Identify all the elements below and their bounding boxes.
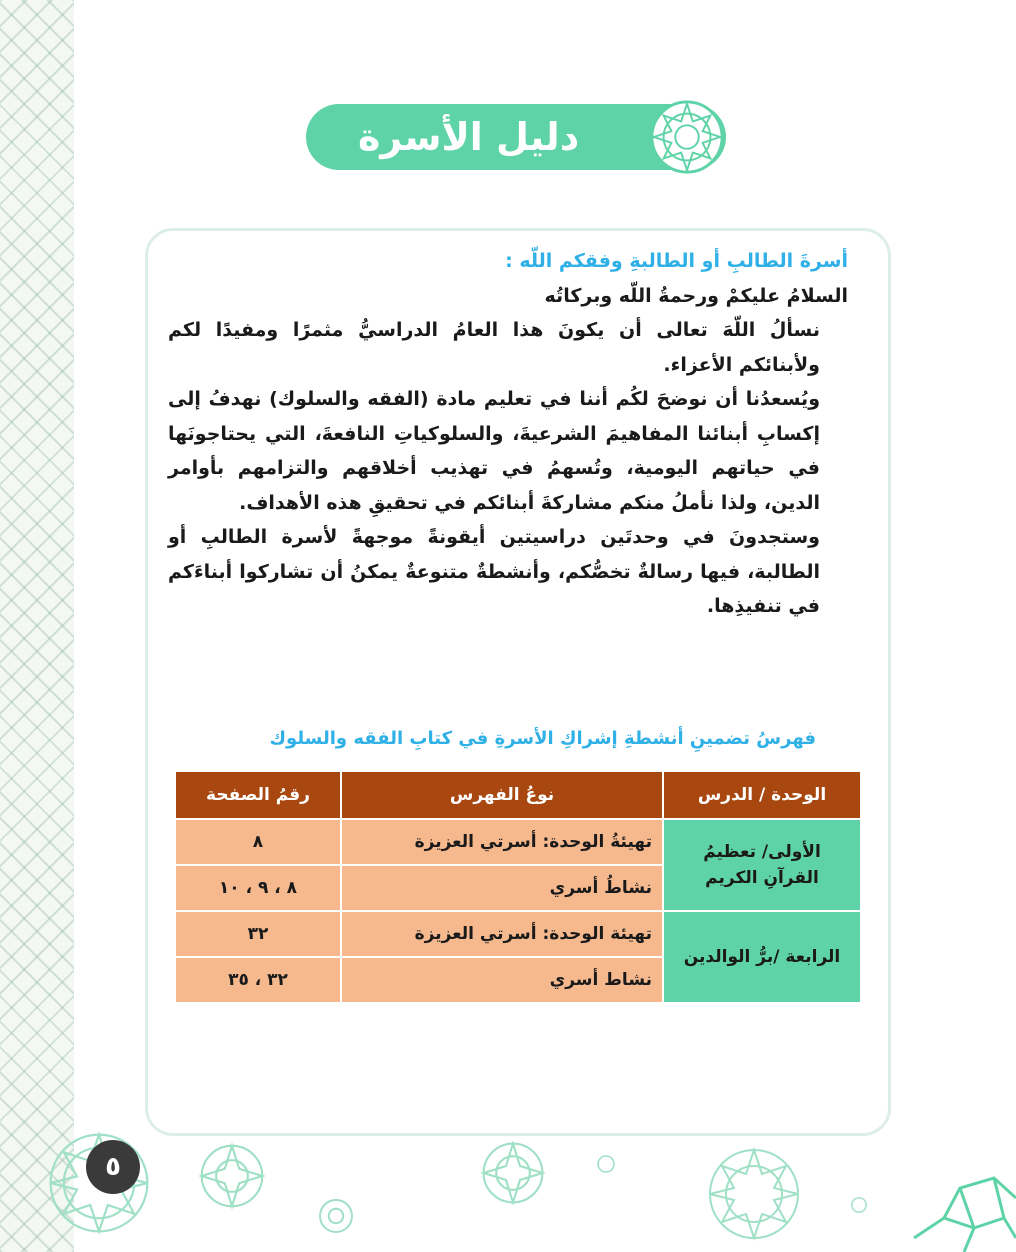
letter-paragraph-3: وستجدونَ في وحدتَين دراسيتين أيقونةً موجهةً لأسرة الطالبِ أو الطالبة، فيها رسالةٌ تخصُّكم، وأنشطةٌ متنوعةٌ يمكنُ أن تشاركوا أبناءَكم في تنفيذِها. [168,526,820,617]
side-ornament-pattern [0,0,74,1252]
kind-cell: نشاطُ أسري [341,865,663,911]
footer-rosette-icon [196,1140,268,1212]
kind-cell: تهيئةُ الوحدة: أسرتي العزيزة [341,819,663,865]
page-cell: ٨ ، ٩ ، ١٠ [175,865,341,911]
index-title: فهرسُ تضمينِ أنشطةِ إشراكِ الأسرةِ في كتابِ الفقه والسلوك [269,728,816,749]
footer-dot-icon [850,1196,868,1214]
table-row [175,911,861,957]
corner-geometric-icon [904,1158,1016,1252]
page-cell: ٣٢ ، ٣٥ [175,957,341,1003]
kind-cell: تهيئة الوحدة: أسرتي العزيزة [341,911,663,957]
unit-cell: الأولى/ تعظيمُ القرآنِ الكريم [663,819,861,911]
letter-paragraph-2: ويُسعدُنا أن نوضحَ لكُم أننا في تعليم مادة (الفقه والسلوك) نهدفُ إلى إكسابِ أبنائنا المفاهيمَ الشرعيةَ، والسلوكياتِ النافعةَ، التي يحتاجونَها في حياتهم اليومية، وتُسهمُ في تهذيب أخلاقهم والتزامهم بأوامر الدين، ولذا نأملُ منكم مشاركةَ أبنائكم في تحقيقِ هذه الأهداف. [168,388,820,514]
unit-cell: الرابعة /برُّ الوالدين [663,911,861,1003]
page-cell: ٨ [175,819,341,865]
letter-paragraph-1: نسألُ اللّهَ تعالى أن يكونَ هذا العامُ الدراسيُّ مثمرًا ومفيدًا لكم ولأبنائكم الأعزاء. [168,319,820,376]
title-banner [306,104,726,170]
page-cell: ٣٢ [175,911,341,957]
table-row [175,819,861,865]
rosette-icon [648,98,726,176]
letter-salam: السلامُ عليكمْ ورحمةُ اللّه وبركاتُه [544,284,848,307]
page-number-badge: ٥ [86,1140,140,1194]
header-page: رقمُ الصفحة [175,771,341,819]
footer-rosette-icon [316,1196,356,1236]
letter-greeting: أسرةَ الطالبِ أو الطالبةِ وفقكم اللّه : [505,250,848,272]
kind-cell: نشاط أسري [341,957,663,1003]
header-unit: الوحدة / الدرس [663,771,861,819]
footer-dot-icon [596,1154,616,1174]
footer-rosette-icon [704,1144,804,1244]
table-header-row [175,771,861,819]
family-letter [168,244,848,624]
header-kind: نوعُ الفهرس [341,771,663,819]
index-table [174,770,862,1004]
page-title: دليل الأسرة [358,115,580,159]
footer-rosette-icon [478,1138,548,1208]
